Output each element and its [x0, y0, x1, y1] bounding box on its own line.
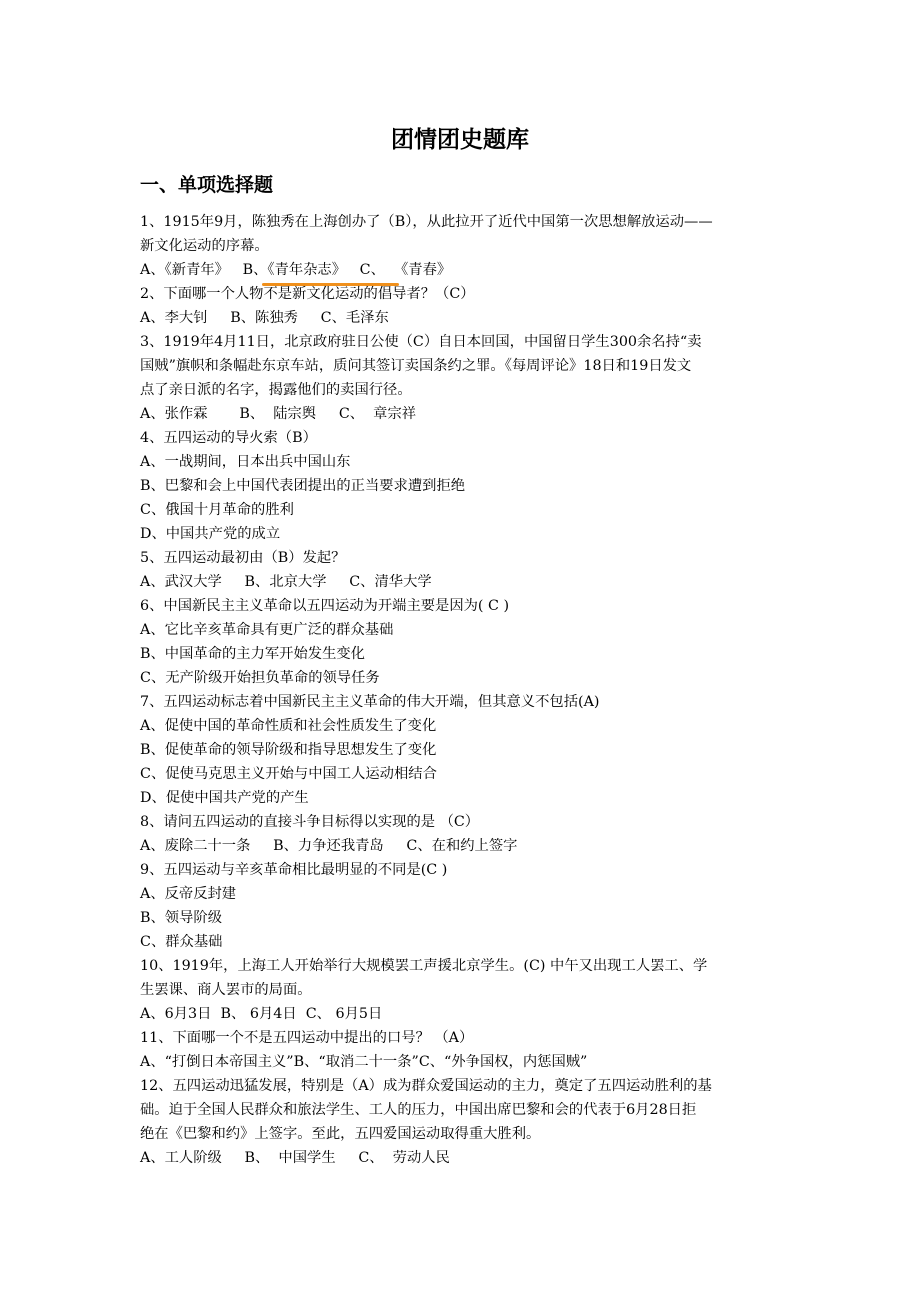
- text-line: 10、1919年，上海工人开始举行大规模罢工声援北京学生。(C) 中午又出现工人罢工、学: [140, 958, 708, 974]
- text-line: C、无产阶级开始担负革命的领导任务: [140, 670, 380, 686]
- text-line: 8、请问五四运动的直接斗争目标得以实现的是 （C）: [140, 814, 480, 830]
- text-line: 2、下面哪一个人物不是新文化运动的倡导者？（C）: [140, 286, 475, 302]
- text-line: A、反帝反封建: [140, 886, 237, 902]
- text-line: 生罢课、商人罢市的局面。: [140, 982, 312, 998]
- text-line: A、“打倒日本帝国主义”B、“取消二十一条”C、“外争国权，内惩国贼”: [140, 1054, 588, 1070]
- text-line: C、俄国十月革命的胜利: [140, 502, 294, 518]
- text-line: A、6月3日 B、 6月4日 C、 6月5日: [140, 1006, 383, 1022]
- text-line: B、巴黎和会上中国代表团提出的正当要求遭到拒绝: [140, 478, 466, 494]
- text-line: 点了亲日派的名字，揭露他们的卖国行径。: [140, 382, 412, 398]
- text-line: 础。迫于全国人民群众和旅法学生、工人的压力，中国出席巴黎和会的代表于6月28日拒: [140, 1102, 697, 1118]
- text-line: A、李大钊 B、陈独秀 C、毛泽东: [140, 310, 389, 326]
- text-line: D、促使中国共产党的产生: [140, 790, 309, 806]
- text-line: 6、中国新民主主义革命以五四运动为开端主要是因为( C ): [140, 598, 510, 614]
- text-line: A、《新青年》 B、《青年杂志》 C、 《青春》: [140, 262, 452, 278]
- text-line: 1、1915年9月，陈独秀在上海创办了（B），从此拉开了近代中国第一次思想解放运动——: [140, 214, 713, 230]
- question-body: [140, 210, 785, 1170]
- text-line: A、工人阶级 B、 中国学生 C、 劳动人民: [140, 1150, 450, 1166]
- text-line: A、促使中国的革命性质和社会性质发生了变化: [140, 718, 437, 734]
- text-line: A、一战期间，日本出兵中国山东: [140, 454, 351, 470]
- section-heading: 一、单项选择题: [140, 174, 274, 196]
- text-line: D、中国共产党的成立: [140, 526, 281, 542]
- text-line: 9、五四运动与辛亥革命相比最明显的不同是(C ): [140, 862, 448, 878]
- text-line: 5、五四运动最初由（B）发起？: [140, 550, 346, 566]
- text-line: 3、1919年4月11日，北京政府驻日公使（C）自日本回国，中国留日学生300余名持“卖: [140, 334, 702, 350]
- text-line: A、它比辛亥革命具有更广泛的群众基础: [140, 622, 394, 638]
- text-line: 国贼”旗帜和条幅赴东京车站，质问其签订卖国条约之罪。《每周评论》18日和19日发文: [140, 358, 692, 374]
- text-line: 4、五四运动的导火索（B）: [140, 430, 317, 446]
- text-line: C、促使马克思主义开始与中国工人运动相结合: [140, 766, 437, 782]
- text-line: 新文化运动的序幕。: [140, 238, 269, 254]
- text-line: A、张作霖 B、 陆宗舆 C、 章宗祥: [140, 406, 417, 422]
- text-line: B、中国革命的主力军开始发生变化: [140, 646, 365, 662]
- text-line: C、群众基础: [140, 934, 223, 950]
- text-line: 11、下面哪一个不是五四运动中提出的口号？ （A）: [140, 1030, 474, 1046]
- text-line: A、废除二十一条 B、力争还我青岛 C、在和约上签字: [140, 838, 518, 854]
- text-line: 12、五四运动迅猛发展，特别是（A）成为群众爱国运动的主力，奠定了五四运动胜利的基: [140, 1078, 712, 1094]
- text-line: 7、五四运动标志着中国新民主主义革命的伟大开端，但其意义不包括(A): [140, 694, 600, 710]
- page-title: 团情团史题库: [391, 127, 529, 153]
- text-line: B、促使革命的领导阶级和指导思想发生了变化: [140, 742, 437, 758]
- text-line: 绝在《巴黎和约》上签字。至此，五四爱国运动取得重大胜利。: [140, 1126, 541, 1142]
- text-line: B、领导阶级: [140, 910, 222, 926]
- text-line: A、武汉大学 B、北京大学 C、清华大学: [140, 574, 432, 590]
